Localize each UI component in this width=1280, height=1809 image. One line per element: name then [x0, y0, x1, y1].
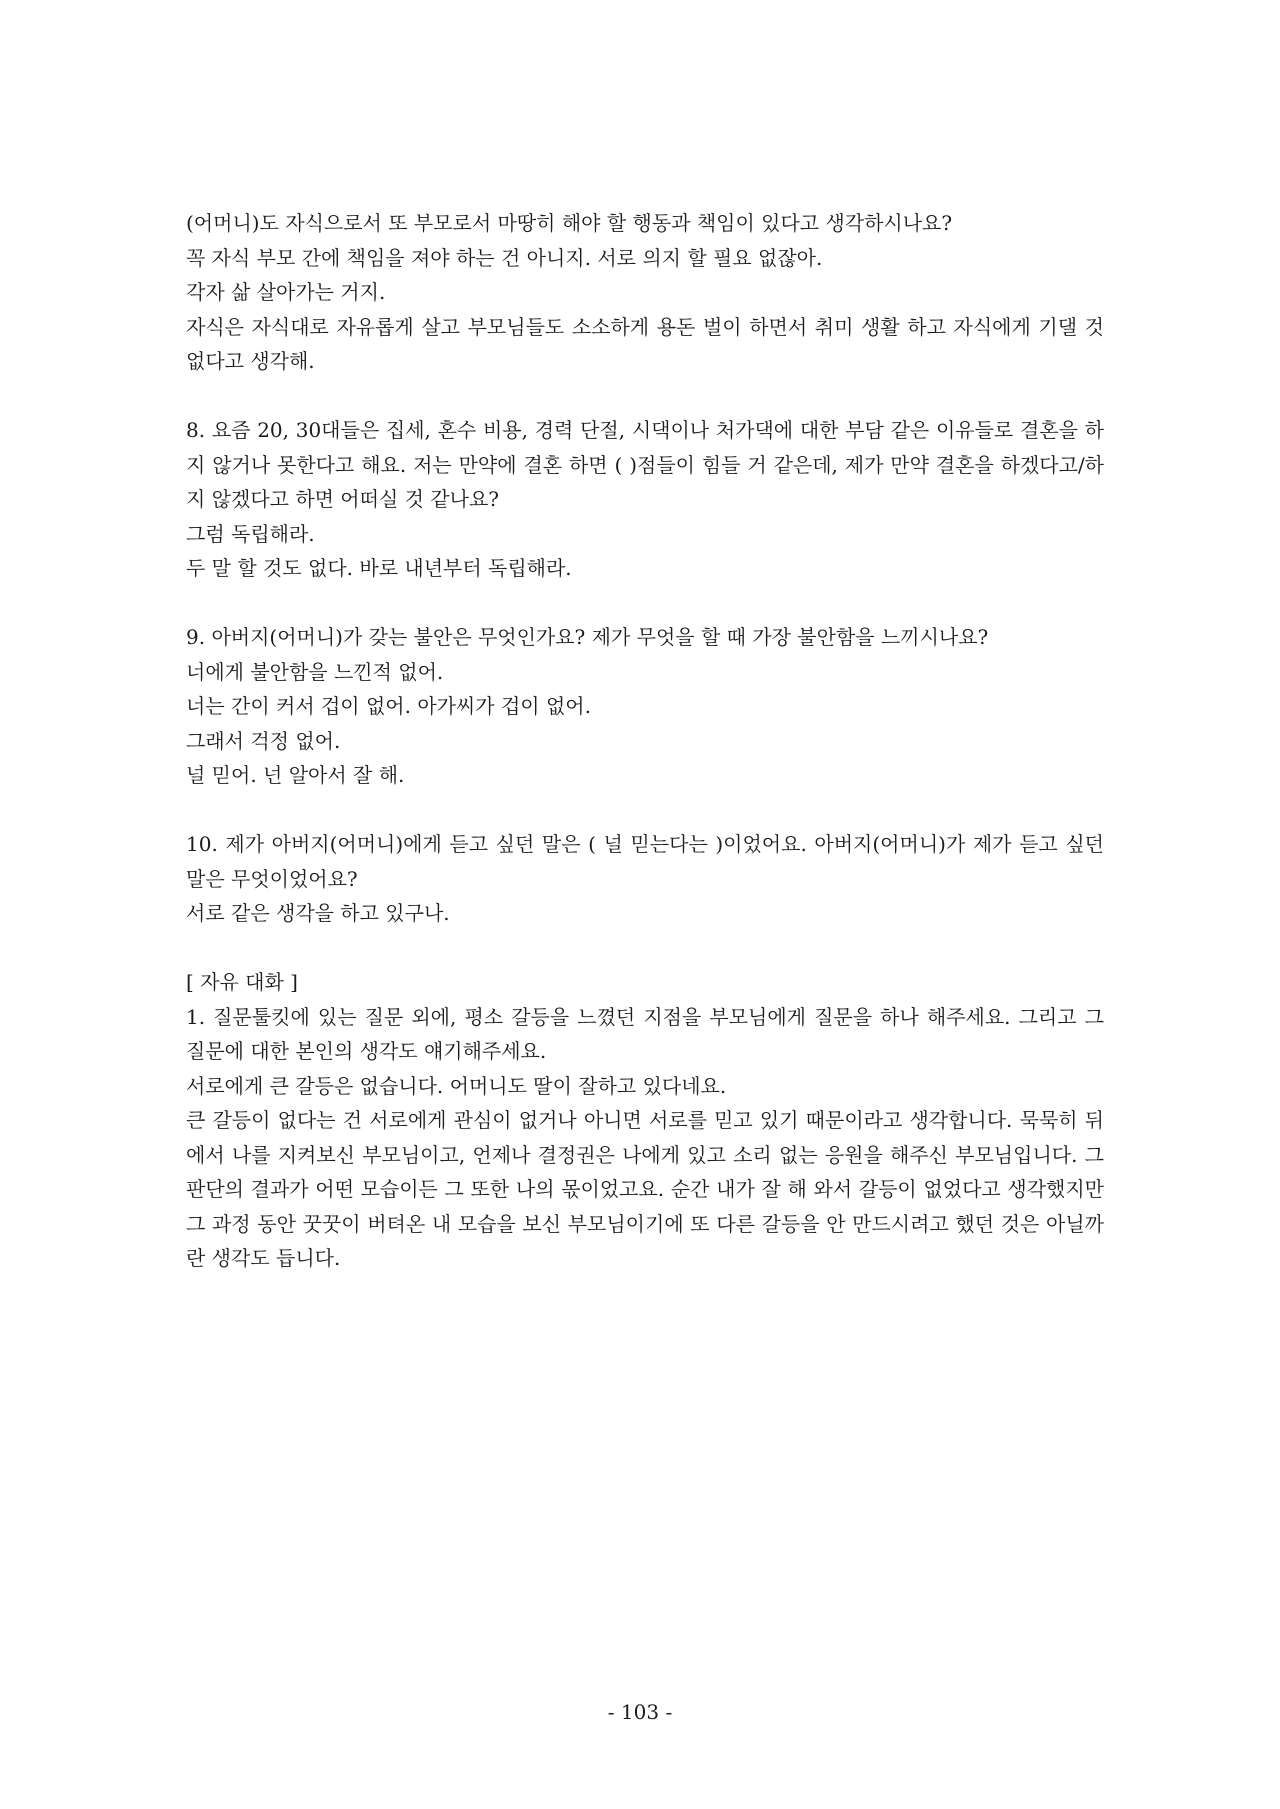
answer-paragraph: 큰 갈등이 없다는 건 서로에게 관심이 없거나 아니면 서로를 믿고 있기 때문이라고 생각합니다. 묵묵히 뒤에서 나를 지켜보신 부모님이고, 언제나 결정권은 나에게 있고 소리 없는 응원을 해주신 부모님입니다. 그 판단의 결과가 어떤 모습이든 그 또한 나의 몫이었고요. 순간 내가 잘 해 와서 갈등이 없었다고 생각했지만 그 과정 동안 꿋꿋이 버텨온 내 모습을 보신 부모님이기에 또 다른 갈등을 안 만드시려고 했던 것은 아닐까란 생각도 듭니다. — [186, 1108, 1104, 1270]
section-question-9 — [186, 620, 1104, 793]
question-paragraph: 8. 요즘 20, 30대들은 집세, 혼수 비용, 경력 단절, 시댁이나 처가댁에 대한 부담 같은 이유들로 결혼을 하지 않거나 못한다고 해요. 저는 만약에 결혼 하면 ( )점들이 힘들 거 같은데, 제가 만약 결혼을 하겠다고/하지 않겠다고 하면 어떠실 것 같나요? — [186, 418, 1104, 511]
section-heading: [ 자유 대화 ] — [186, 970, 298, 994]
answer-paragraph: 자식은 자식대로 자유롭게 살고 부모님들도 소소하게 용돈 벌이 하면서 취미 생활 하고 자식에게 기댈 것 없다고 생각해. — [186, 314, 1104, 373]
section-parent-responsibility — [186, 206, 1104, 379]
answer-line: 각자 삶 살아가는 거지. — [186, 280, 386, 304]
answer-line: 두 말 할 것도 없다. 바로 내년부터 독립해라. — [186, 556, 572, 580]
answer-line: 서로에게 큰 갈등은 없습니다. 어머니도 딸이 잘하고 있다네요. — [186, 1073, 727, 1098]
answer-line: 널 믿어. 넌 알아서 잘 해. — [186, 763, 405, 787]
answer-line: 꼭 자식 부모 간에 책임을 져야 하는 건 아니지. 서로 의지 할 필요 없잖아. — [186, 245, 823, 270]
answer-line: 그래서 걱정 없어. — [186, 728, 341, 753]
answer-line: 그럼 독립해라. — [186, 521, 315, 546]
section-question-10 — [186, 827, 1104, 931]
question-paragraph: 1. 질문툴킷에 있는 질문 외에, 평소 갈등을 느꼈던 지점을 부모님에게 질문을 하나 해주세요. 그리고 그 질문에 대한 본인의 생각도 얘기해주세요. — [186, 1004, 1104, 1063]
question-line: 9. 아버지(어머니)가 갖는 불안은 무엇인가요? 제가 무엇을 할 때 가장 불안함을 느끼시나요? — [186, 625, 989, 649]
question-line: (어머니)도 자식으로서 또 부모로서 마땅히 해야 할 행동과 책임이 있다고 생각하시나요? — [186, 211, 953, 235]
question-paragraph: 10. 제가 아버지(어머니)에게 듣고 싶던 말은 ( 널 믿는다는 )이었어요. 아버지(어머니)가 제가 듣고 싶던 말은 무엇이었어요? — [186, 832, 1104, 891]
answer-line: 너는 간이 커서 겁이 없어. 아가씨가 겁이 없어. — [186, 694, 591, 718]
answer-line: 너에게 불안함을 느낀적 없어. — [186, 659, 444, 684]
document-body — [186, 206, 1104, 1276]
section-question-8 — [186, 413, 1104, 586]
section-free-conversation — [186, 965, 1104, 1276]
page-number: - 103 - — [607, 1700, 673, 1724]
answer-line: 서로 같은 생각을 하고 있구나. — [186, 901, 450, 925]
